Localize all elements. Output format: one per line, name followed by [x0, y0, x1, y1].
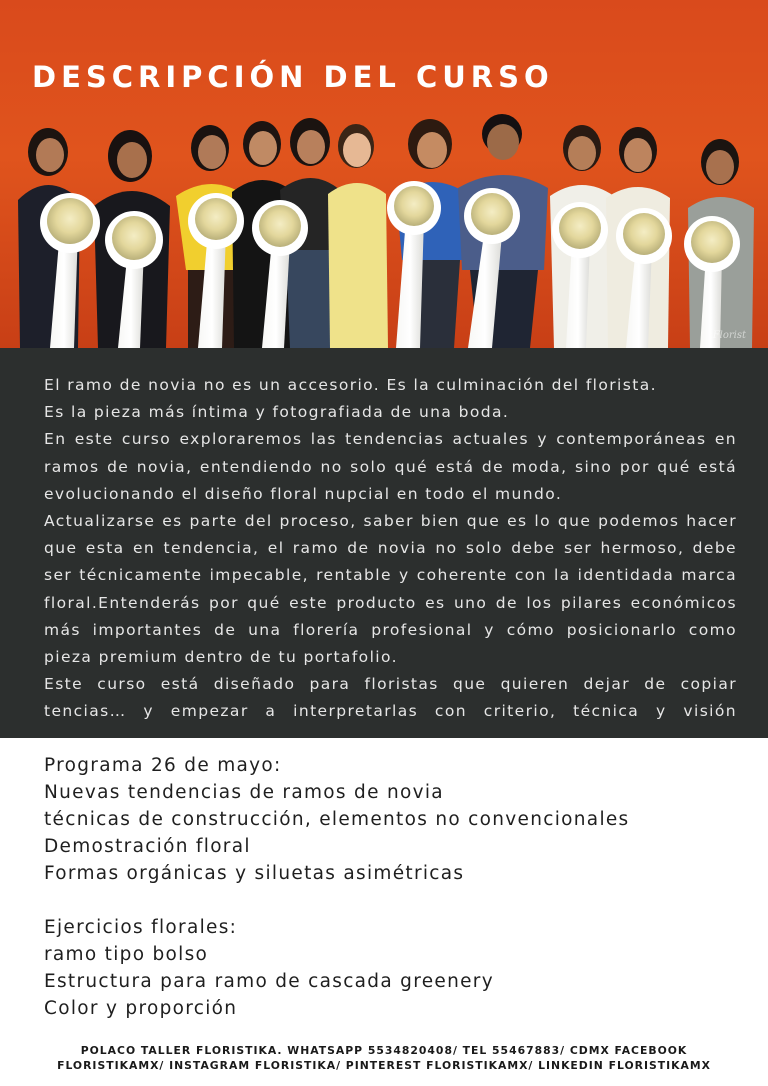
description-paragraph: Este curso está diseñado para floristas que quieren dejar de copiar tencias… y empezar a interpretarlas con criterio, técnica y visión [44, 675, 737, 721]
exercise-item: Estructura para ramo de cascada greenery [44, 971, 494, 992]
program-item: Formas orgánicas y siluetas asimétricas [44, 863, 465, 884]
program-section [44, 752, 744, 1022]
exercise-item: ramo tipo bolso [44, 944, 209, 965]
exercises-heading: Ejercicios florales: [44, 917, 238, 938]
section-spacer [44, 887, 744, 914]
program-item: Nuevas tendencias de ramos de novia [44, 782, 444, 803]
contact-footer [30, 1043, 738, 1073]
group-photo [0, 100, 768, 348]
description-paragraph: El ramo de novia no es un accesorio. Es la culminación del florista. [44, 376, 657, 394]
footer-line: FLORISTIKAMX/ INSTAGRAM FLORISTIKA/ PINTEREST FLORISTIKAMX/ LINKEDIN FLORISTIKAMX [57, 1059, 711, 1072]
exercise-item: Color y proporción [44, 998, 238, 1019]
hero-banner [0, 0, 768, 348]
person-6 [328, 124, 388, 348]
photographer-signature: Florist [712, 330, 746, 341]
footer-line: POLACO TALLER FLORISTIKA. WHATSAPP 5534820408/ TEL 55467883/ CDMX FACEBOOK [80, 1044, 688, 1057]
description-paragraph: Actualizarse es parte del proceso, saber bien que es lo que podemos hacer que esta en tendencia, el ramo de novia no solo debe ser hermoso, debe ser técnicamente impecable, rentable y coherente con la identidada marca floral.Entenderás por qué este producto es uno de los pilares económicos más importantes de una florería profesional y cómo posicionarlo como pieza premium dentro de tu portafolio. [44, 512, 737, 667]
description-paragraph: Es la pieza más íntima y fotografiada de una boda. [44, 403, 510, 422]
course-description [44, 372, 737, 726]
description-paragraph: En este curso exploraremos las tendencias actuales y contemporáneas en ramos de novia, entendiendo no solo qué está de moda, sino por qué está evolucionando el diseño floral nupcial en todo el mundo. [44, 430, 737, 503]
page-title: DESCRIPCIÓN DEL CURSO [32, 60, 554, 94]
program-heading: Programa 26 de mayo: [44, 755, 282, 776]
program-item: Demostración floral [44, 836, 251, 857]
program-item: técnicas de construcción, elementos no convencionales [44, 809, 630, 830]
